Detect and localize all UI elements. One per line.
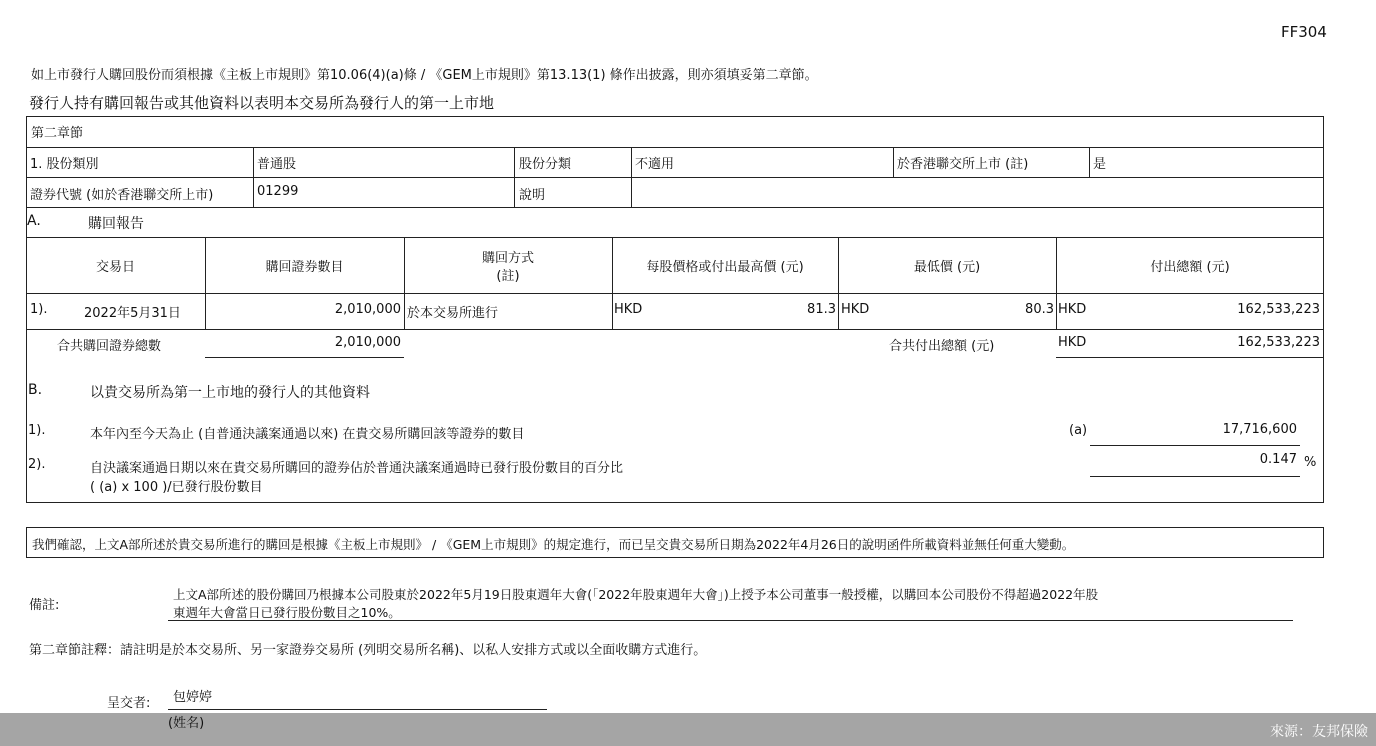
source-footer-bar <box>0 713 1376 746</box>
col-header-qty: 購回證券數目 <box>265 260 344 275</box>
row-qty: 2,010,000 <box>334 302 401 317</box>
b-item1-no: 1). <box>28 423 46 438</box>
col-header-date: 交易日 <box>95 260 135 275</box>
b-item1-text: 本年內至今天為止 (自普通決議案通過以來) 在貴交易所購回該等證券的數目 <box>90 427 525 442</box>
sum-qty: 2,010,000 <box>334 335 401 350</box>
row-low-currency: HKD <box>841 302 870 317</box>
row-total-currency: HKD <box>1058 302 1087 317</box>
submitted-label: 呈交者: <box>107 696 151 711</box>
form-code: FF304 <box>1281 23 1327 41</box>
intro-line-2: 發行人持有購回報告或其他資料以表明本交易所為發行人的第一上市地 <box>29 94 495 112</box>
col-header-total: 付出總額 (元) <box>1150 260 1230 275</box>
hk-listed-value: 是 <box>1093 157 1107 172</box>
row-total: 162,533,223 <box>1237 302 1320 317</box>
stock-code-value: 01299 <box>257 184 299 199</box>
col-header-method-line2: (註) <box>496 269 520 284</box>
confirmation-text: 我們確認，上文A部所述於貴交易所進行的購回是根據《主板上市規則》 / 《GEM上市規則》的規定進行，而已呈交貴交易所日期為2022年4月26日的說明函件所載資料並無任何重大變動。 <box>32 537 1075 552</box>
col-header-high: 每股價格或付出最高價 (元) <box>646 260 804 275</box>
sum-paid-currency: HKD <box>1058 335 1087 350</box>
sum-paid: 162,533,223 <box>1237 335 1320 350</box>
row-date: 2022年5月31日 <box>84 306 181 321</box>
section-b-letter: B. <box>28 382 43 398</box>
b-item2-text-1: 自決議案通過日期以來在貴交易所購回的證券佔於普通決議案通過時已發行股份數目的百分比 <box>90 461 624 476</box>
intro-line-1: 如上市發行人購回股份而須根據《主板上市規則》第10.06(4)(a)條 / 《GEM上市規則》第13.13(1) 條作出披露，則亦須填妥第二章節。 <box>31 68 818 83</box>
b-item1-value: 17,716,600 <box>1222 422 1297 437</box>
sum-qty-label: 合共購回證券總數 <box>57 339 162 354</box>
section-b-title: 以貴交易所為第一上市地的發行人的其他資料 <box>90 385 370 401</box>
submitter-name: 包婷婷 <box>173 690 213 705</box>
share-class-label: 1. 股份類別 <box>30 157 99 172</box>
stock-code-label: 證券代號 (如於香港聯交所上市) <box>30 188 214 203</box>
remarks-label: 備註: <box>29 598 60 613</box>
b-item2-no: 2). <box>28 457 46 472</box>
chapter-title: 第二章節 <box>31 126 84 141</box>
col-header-method-line1: 購回方式 <box>481 251 534 266</box>
row-no: 1). <box>30 302 48 317</box>
row-high-currency: HKD <box>614 302 643 317</box>
share-category-label: 股份分類 <box>519 157 572 172</box>
description-label: 說明 <box>519 188 546 203</box>
section-a-title: 購回報告 <box>88 216 144 232</box>
share-category-value: 不適用 <box>635 157 675 172</box>
row-low: 80.3 <box>1025 302 1054 317</box>
col-header-low: 最低價 (元) <box>913 260 981 275</box>
remarks-line-1: 上文A部所述的股份購回乃根據本公司股東於2022年5月19日股東週年大會(「2022年股東週年大會」)上授予本公司董事一般授權，以購回本公司股份不得超過2022年股 <box>173 587 1099 602</box>
b-item2-value: 0.147 <box>1259 452 1297 467</box>
row-high: 81.3 <box>807 302 836 317</box>
b-item2-unit: % <box>1304 455 1317 470</box>
section-a-letter: A. <box>27 213 41 229</box>
sum-paid-label: 合共付出總額 (元) <box>889 339 995 354</box>
row-method: 於本交易所進行 <box>407 306 499 321</box>
b-item1-ref: (a) <box>1069 423 1088 438</box>
b-item2-text-2: ( (a) x 100 )/已發行股份數目 <box>90 480 263 495</box>
hk-listed-label: 於香港聯交所上市 (註) <box>897 157 1029 172</box>
remarks-line-2: 東週年大會當日已發行股份數目之10%。 <box>173 605 401 620</box>
chapter-note: 第二章節註釋：請註明是於本交易所、另一家證券交易所 (列明交易所名稱)、以私人安排方式或以全面收購方式進行。 <box>29 643 707 658</box>
submitter-caption: (姓名) <box>168 716 205 731</box>
source-watermark: 來源：友邦保險 <box>1270 724 1368 740</box>
share-class-value: 普通股 <box>257 157 297 172</box>
